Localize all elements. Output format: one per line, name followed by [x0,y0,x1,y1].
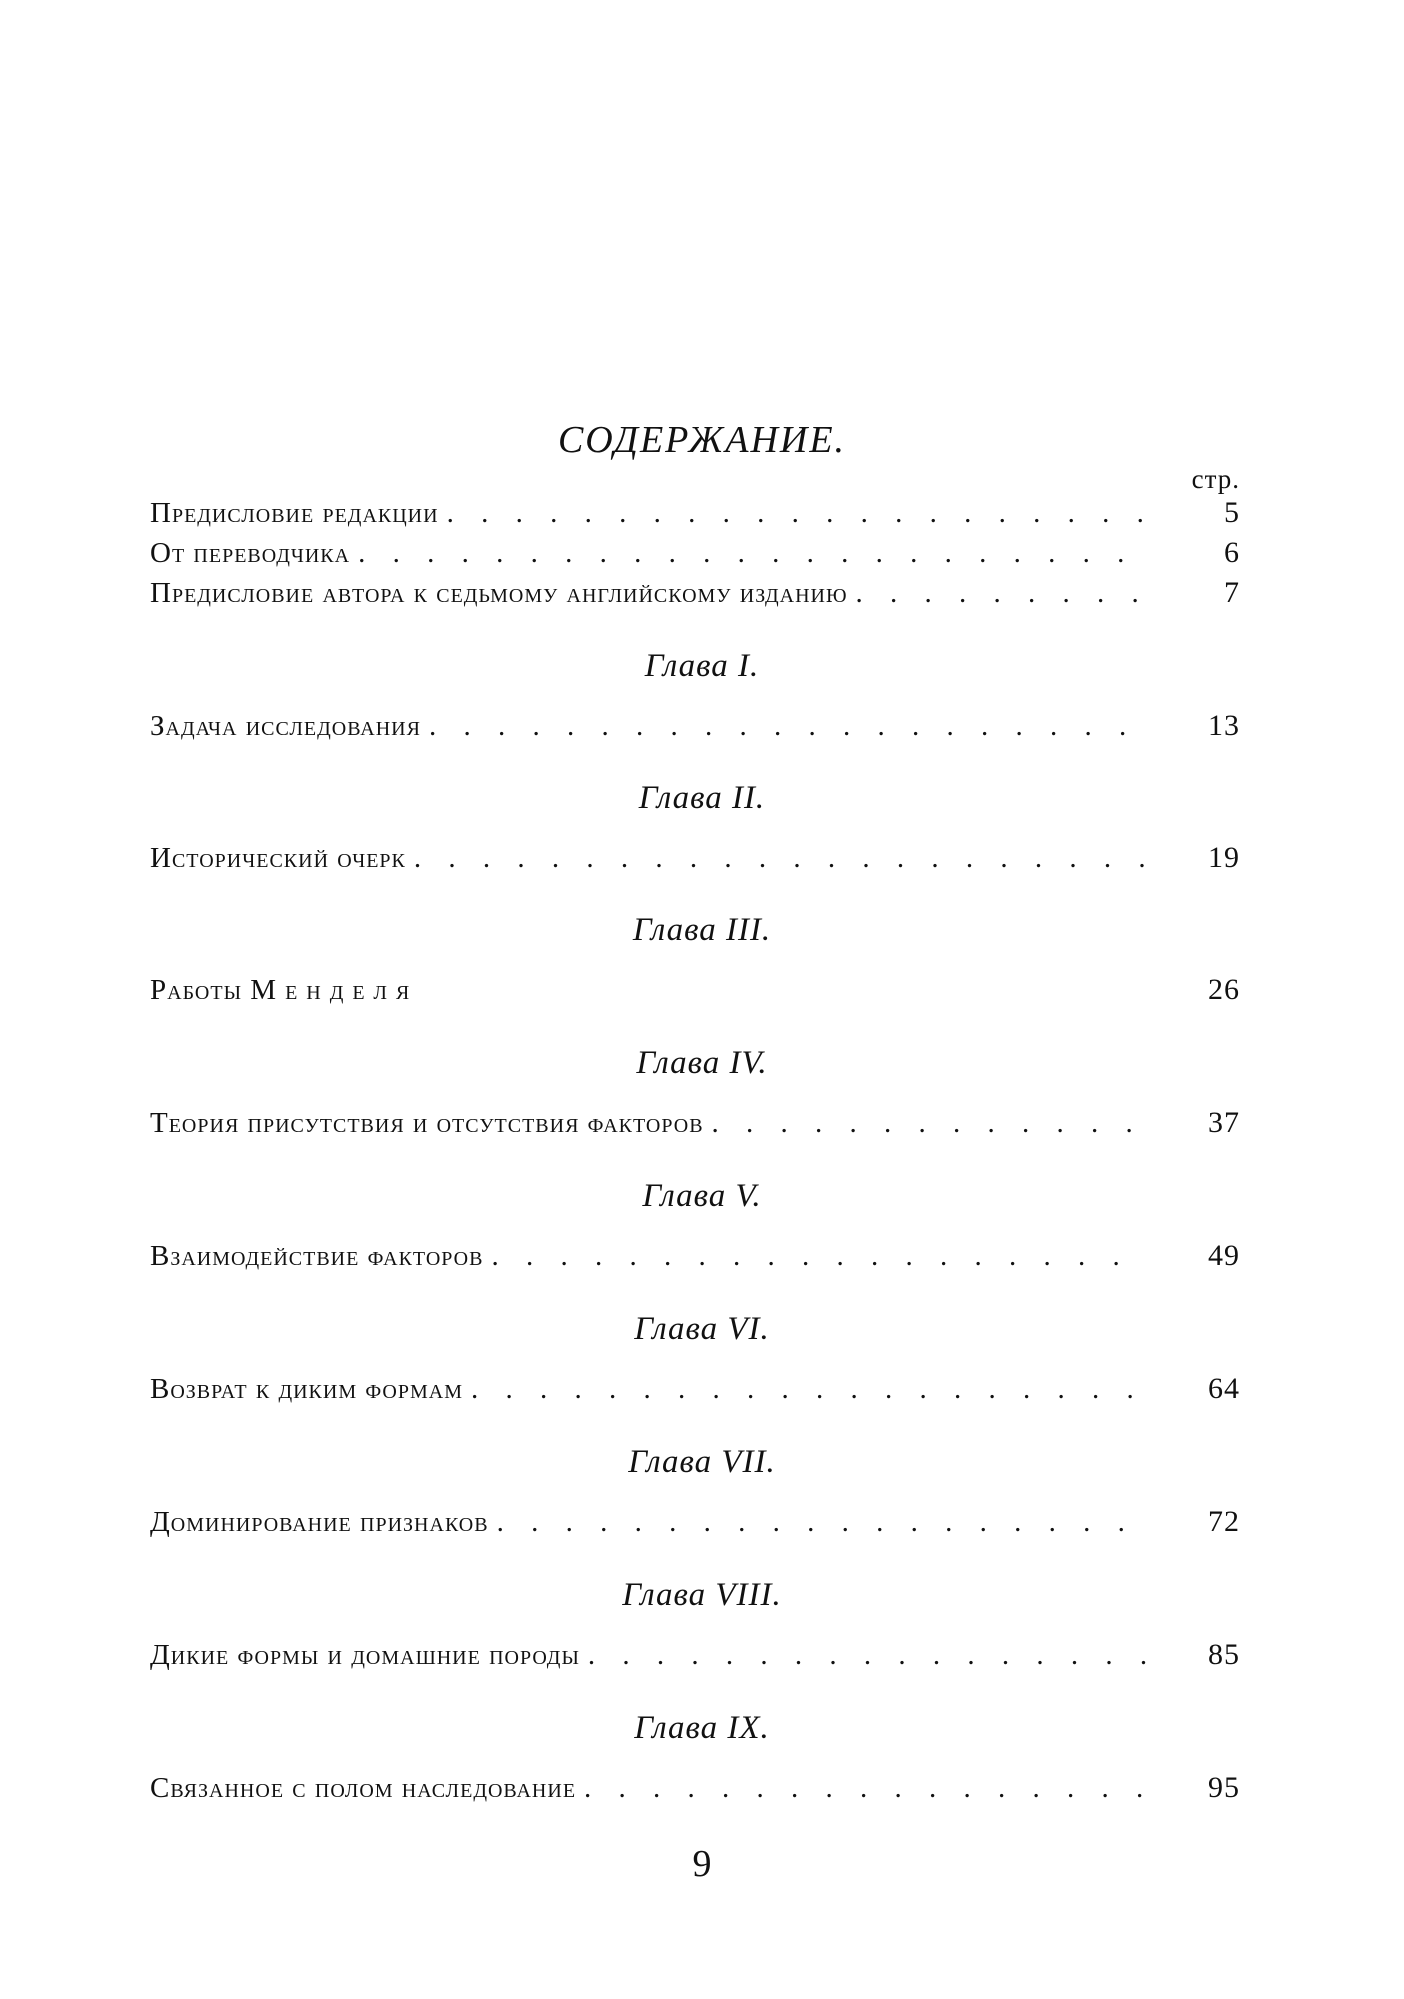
toc-entry[interactable] [150,1505,1240,1545]
toc-entry-title [150,974,418,1007]
toc-entry[interactable] [150,1372,1240,1412]
toc-entry[interactable] [150,841,1240,881]
toc-entry-title-text: Работы [150,974,243,1006]
toc-entry-page: 64 [1208,1372,1240,1405]
page-title: СОДЕРЖАНИЕ. [557,419,847,461]
toc-entry-title: Задача исследования [150,710,421,742]
toc-entry[interactable] [150,1106,1240,1146]
toc-entry-title: Предисловие автора к седьмому английскому изданию [150,577,848,609]
chapter-heading: Глава VII. [628,1444,776,1480]
toc-entry[interactable] [150,709,1240,749]
toc-entry-page: 5 [1224,496,1240,529]
chapter-heading: Глава VIII. [622,1577,782,1613]
chapter-heading: Глава III. [632,912,772,948]
toc-entry-page: 85 [1208,1638,1240,1671]
leader-dots [471,1373,1146,1406]
chapter-heading: Глава VI. [634,1311,770,1347]
toc-entry[interactable] [150,1638,1240,1678]
leader-dots [491,1240,1146,1273]
toc-entry-title: Доминирование признаков [150,1506,489,1538]
toc-entry-title: Взаимодействие факторов [150,1240,484,1272]
chapter-heading: Глава II. [638,780,766,816]
leader-dots [414,842,1146,875]
leader-dots [429,710,1146,743]
toc-entry-page: 13 [1208,709,1240,742]
page-number: 9 [692,1843,712,1885]
leader-dots [712,1107,1146,1140]
toc-entry-title: Предисловие редакции [150,497,439,529]
toc-entry-title: Возврат к диким формам [150,1373,463,1405]
toc-entry-page: 6 [1224,536,1240,569]
toc-entry-page: 19 [1208,841,1240,874]
toc-entry[interactable] [150,536,1240,576]
toc-entry-page: 7 [1224,576,1240,609]
toc-entry-title: Исторический очерк [150,842,406,874]
leader-dots [358,537,1146,570]
chapter-heading: Глава IX. [634,1710,770,1746]
toc-entry-page: 37 [1208,1106,1240,1139]
toc-entry-title: Дикие формы и домашние породы [150,1639,580,1671]
leader-dots [856,577,1146,610]
toc-entry[interactable] [150,973,1240,1013]
toc-entry-title: Связанное с полом наследование [150,1772,577,1804]
leader-dots [588,1639,1146,1672]
toc-entry[interactable] [150,1771,1240,1811]
leader-dots [497,1506,1146,1539]
chapter-heading: Глава I. [644,648,760,684]
toc-entry[interactable] [150,576,1240,616]
toc-entry-title-spaced: Менделя [250,974,419,1006]
chapter-heading: Глава IV. [636,1045,768,1081]
toc-entry-title: От переводчика [150,537,351,569]
chapter-heading: Глава V. [642,1178,762,1214]
toc-entry[interactable] [150,496,1240,536]
toc-entry-page: 72 [1208,1505,1240,1538]
page-column-header: стр. [1191,464,1240,494]
leader-dots [447,497,1146,530]
toc-entry-title: Теория присутствия и отсутствия факторов [150,1107,704,1139]
leader-dots [584,1772,1146,1805]
toc-entry-page: 26 [1208,973,1240,1006]
toc-entry-page: 49 [1208,1239,1240,1272]
toc-entry-page: 95 [1208,1771,1240,1804]
toc-entry[interactable] [150,1239,1240,1279]
